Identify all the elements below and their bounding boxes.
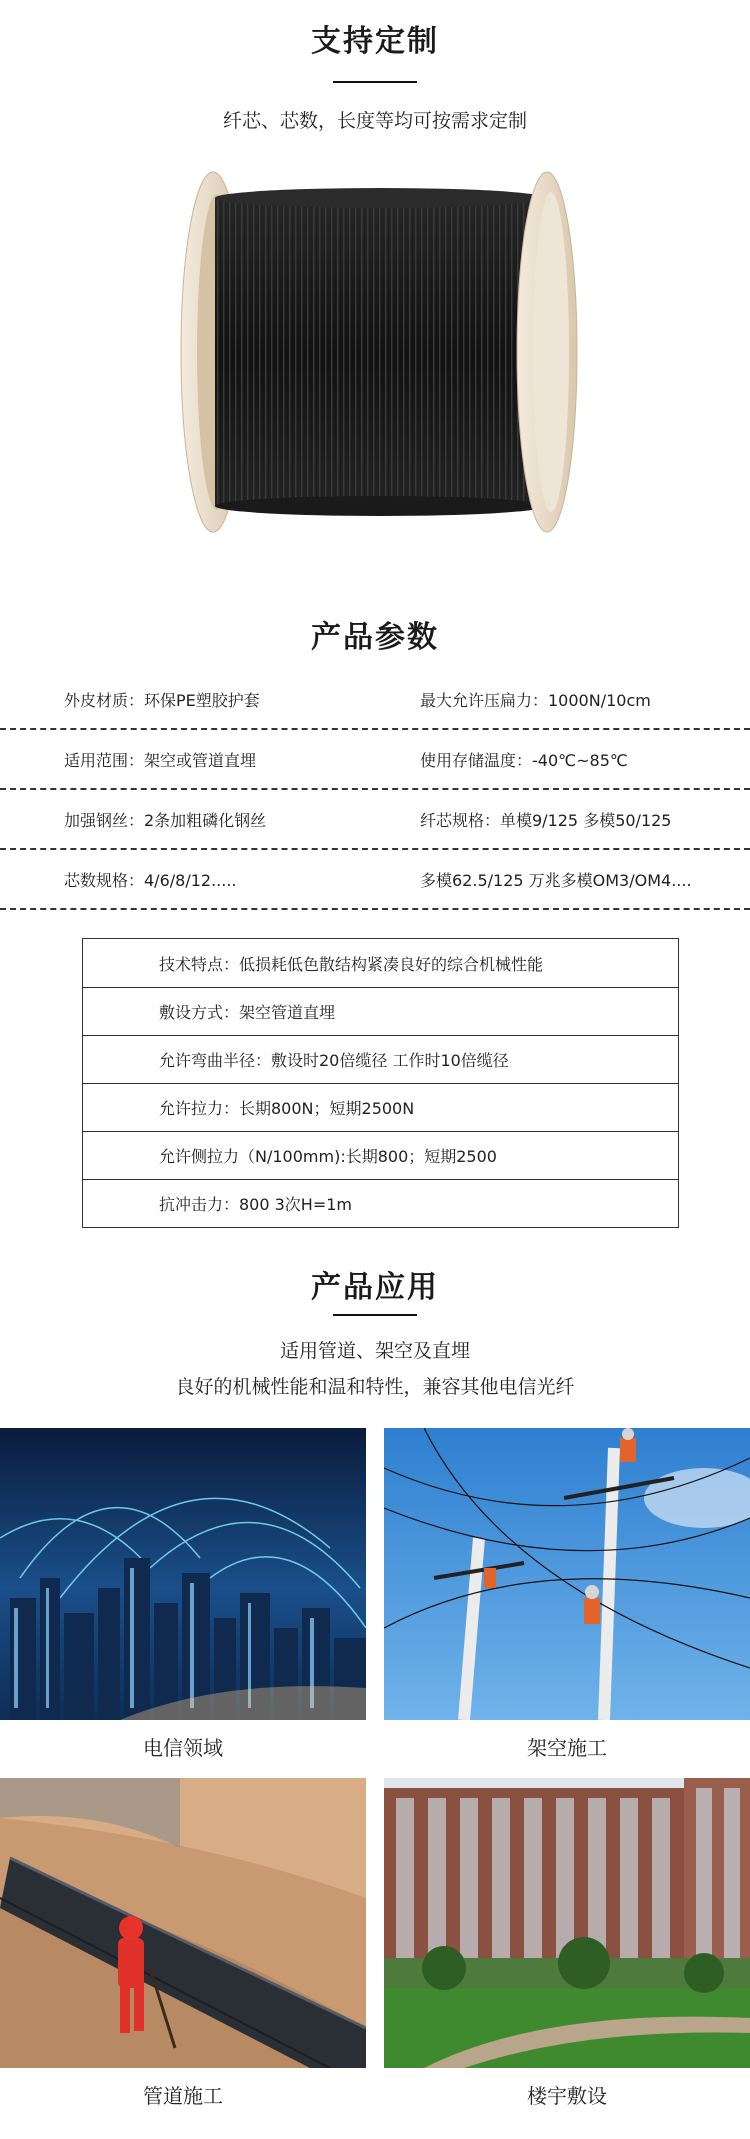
application-title: 产品应用	[311, 1270, 439, 1305]
spec-table	[82, 938, 679, 1228]
custom-subtitle: 纤芯、芯数，长度等均可按需求定制	[222, 110, 527, 132]
building-installation-caption: 楼宇敷设	[527, 2084, 607, 2108]
param-row	[0, 670, 750, 730]
param-left: 芯数规格：4/6/8/12.....	[64, 871, 237, 890]
spec-row-install: 敷设方式：架空管道直埋	[83, 987, 678, 1035]
param-left: 适用范围：架空或管道直埋	[64, 751, 257, 770]
application-line1: 适用管道、架空及直埋	[279, 1340, 470, 1362]
custom-title: 支持定制	[311, 24, 439, 59]
spec-row-tension: 允许拉力：长期800N；短期2500N	[83, 1083, 678, 1131]
custom-title-underline	[333, 81, 417, 83]
spec-row-impact: 抗冲击力：800 3次H=1m	[83, 1179, 678, 1227]
pipeline-construction-caption: 管道施工	[143, 2084, 223, 2108]
spec-row-tech: 技术特点：低损耗低色散结构紧凑良好的综合机械性能	[159, 954, 544, 974]
telecom-photo	[0, 1428, 366, 1720]
spec-row-bend-radius: 允许弯曲半径：敷设时20倍缆径 工作时10倍缆径	[83, 1035, 678, 1083]
params-title: 产品参数	[311, 620, 439, 655]
param-right: 纤芯规格：单模9/125 多模50/125	[420, 811, 672, 830]
param-right: 最大允许压扁力：1000N/10cm	[420, 691, 651, 710]
param-row	[0, 850, 750, 910]
application-title-underline	[333, 1314, 417, 1316]
pipeline-construction-photo	[0, 1778, 366, 2068]
telecom-caption: 电信领域	[143, 1736, 223, 1760]
building-installation-photo	[384, 1778, 750, 2068]
param-left: 加强钢丝：2条加粗磷化钢丝	[64, 811, 267, 830]
aerial-construction-photo	[384, 1428, 750, 1720]
spec-row-crush: 允许侧拉力（N/100mm):长期800；短期2500	[83, 1131, 678, 1179]
cable-reel-image	[175, 168, 580, 536]
param-right: 使用存储温度：-40℃~85℃	[420, 751, 628, 770]
param-right: 多模62.5/125 万兆多模OM3/OM4....	[420, 871, 692, 890]
aerial-construction-caption: 架空施工	[527, 1736, 607, 1760]
application-line2: 良好的机械性能和温和特性，兼容其他电信光纤	[175, 1376, 575, 1398]
param-row	[0, 790, 750, 850]
dashed-divider	[0, 908, 750, 910]
param-left: 外皮材质：环保PE塑胶护套	[64, 691, 260, 710]
param-row	[0, 730, 750, 790]
